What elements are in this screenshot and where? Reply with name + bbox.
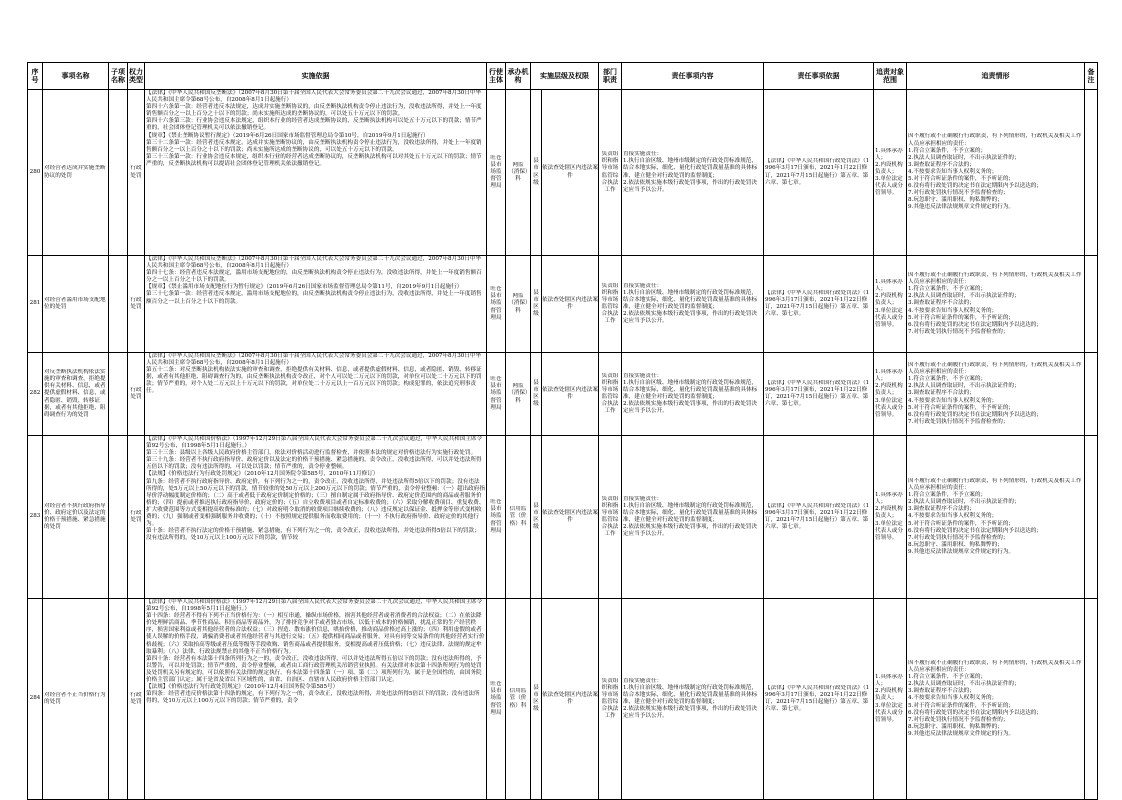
situation-paragraph: 9.其他违反法律法规规章文件规定的行为。 bbox=[908, 204, 1015, 211]
situation-paragraph: 因不履行或不正确履行行政职责，有下列情形的，行政机关及相关工作人员应承担相应的责任： bbox=[908, 272, 1082, 286]
situation-paragraph: 2.执法人员调查取证时，不出示执法证件的； bbox=[908, 383, 1020, 390]
remarks bbox=[1085, 256, 1098, 353]
situation-paragraph: 6.没有将行政处罚的决定书在法定期限内予以送达的； bbox=[908, 321, 1042, 328]
level-text: 县市区级 bbox=[533, 502, 539, 531]
power-type bbox=[128, 90, 145, 256]
power-type-text: 行政处罚 bbox=[130, 296, 142, 310]
content-paragraph: 直接实施责任： bbox=[623, 495, 663, 502]
basis-paragraph: 第四十七条：经营者违反本法规定，滥用市场支配地位的，由反垄断执法机构责令停止违法行为，没收违法所得，并处上一年度销售额百分之一以上百分之十以下的罚款。 bbox=[146, 270, 482, 284]
situation-paragraph: 6.没有将行政处罚的决定书在法定期限内予以送达的； bbox=[908, 527, 1042, 534]
table-row bbox=[28, 436, 1098, 599]
executing-subject bbox=[487, 353, 506, 436]
remarks bbox=[1085, 436, 1098, 599]
basis-paragraph: 第十四条：经营者不得有下列不正当价格行为：（一）相互串通，操纵市场价格，损害其他经营者或者消费者的合法权益；（二）在依法降价处理鲜活商品、季节性商品、积压商品等商品外，为了排挤竞争对手或者独占市场，以低于成本的价格倾销，扰乱正常的生产经营秩序，损害国家利益或者其他经营者的合法权益；（三）捏造、散布涨价信息，哄抬价格，推动商品价格过高上涨的；（四）利用虚假的或者使人误解的价格手段，诱骗消费者或者其他经营者与其进行交易；（五）提供相同商品或者服务，对具有同等交易条件的其他经营者实行价格歧视；（六）采取抬高等级或者压低等级等手段收购、销售商品或者提供服务，变相提高或者压低价格；（七）违反法律、法规的规定牟取暴利；（八）法律、行政法规禁止的其他不正当价格行为。 bbox=[146, 613, 485, 655]
column-header: 子项名称 bbox=[109, 63, 128, 90]
situation-paragraph: 8.玩忽职守、滥用职权、徇私舞弊的； bbox=[908, 541, 1003, 548]
handling-agency bbox=[506, 353, 531, 436]
column-header: 实施依据 bbox=[145, 63, 487, 90]
responsibility-basis bbox=[764, 256, 874, 353]
row-number-text: 281 bbox=[29, 300, 41, 307]
basis-paragraph: 第四十六条第三款：行业协会违反本法规定，组织本行业的经营者达成垄断协议的，反垄断执法机构可以处五十万元以下的罚款；情节严重的，社会团体登记管理机关可以依法撤销登记。 bbox=[146, 118, 482, 132]
power-type-text: 行政处罚 bbox=[130, 691, 142, 705]
handling-agency bbox=[506, 599, 531, 800]
target-paragraph: 2.内设机构负责人； bbox=[875, 293, 903, 307]
content-paragraph: 1.执行自治区级、地州市级制定的行政处罚标准规范，结合本地实际，细化、量化行政处罚裁量基准的具体标准，建立健全对行政处罚的监督制度； bbox=[623, 684, 758, 705]
column-header: 责任事项依据 bbox=[764, 63, 874, 90]
situation-paragraph: 7.对行政处罚执行情况不予监督检查的； bbox=[908, 328, 1009, 335]
situation-paragraph: 4.不按要求告知当事人权利义务的； bbox=[908, 695, 998, 702]
target-paragraph: 1.具体承办人； bbox=[875, 674, 903, 688]
target-paragraph: 2.内设机构负责人； bbox=[875, 688, 903, 702]
target-paragraph: 2.内设机构负责人； bbox=[875, 506, 903, 520]
power-type bbox=[128, 436, 145, 599]
situation-paragraph: 5.对于符合听证条件的案件，不予听证的； bbox=[908, 404, 1015, 411]
power-type bbox=[128, 256, 145, 353]
item-name-text: 对经营者不执行政府指导价、政府定价以及法定的价格干预措施、紧急措施的处罚 bbox=[44, 502, 106, 531]
responsibility-content bbox=[622, 436, 764, 599]
accountability-situation bbox=[907, 353, 1085, 436]
accountability-target bbox=[874, 256, 907, 353]
handling-agency-text: 信用监管（价格）科 bbox=[509, 688, 527, 709]
power-type-text: 行政处罚 bbox=[130, 509, 142, 523]
level-scope-text: 依法查处辖区内违法案件 bbox=[541, 90, 598, 255]
target-paragraph: 3.单位法定代表人或分管领导。 bbox=[875, 176, 903, 197]
power-type-text: 行政处罚 bbox=[130, 165, 142, 179]
content-paragraph: 直接实施责任： bbox=[623, 677, 663, 684]
situation-paragraph: 9.其他违反法律法规规章文件规定的行为。 bbox=[908, 730, 1015, 737]
executing-subject bbox=[487, 90, 506, 256]
accountability-situation bbox=[907, 256, 1085, 353]
accountability-situation bbox=[907, 90, 1085, 256]
row-number-text: 282 bbox=[29, 390, 41, 397]
level-text: 县市区级 bbox=[533, 379, 539, 408]
situation-paragraph: 1.符合立案条件，不予立案的； bbox=[908, 492, 987, 499]
handling-agency bbox=[506, 256, 531, 353]
situation-paragraph: 2.执法人员调查取证时，不出示执法证件的； bbox=[908, 154, 1020, 161]
department-duty-text: 负责组织和指导市场监管综合执法工作 bbox=[601, 151, 619, 193]
implementation-level bbox=[531, 353, 599, 436]
column-header: 事项名称 bbox=[43, 63, 109, 90]
basis-paragraph: 第四十条：经营者有本法第十四条所列行为之一的，责令改正，没收违法所得，可以并处违法所得五倍以下的罚款；没有违法所得的，予以警告，可以并处罚款；情节严重的，责令停业整顿，或者由工商行政管理机关吊销营业执照。有关法律对本法第十四条所列行为的处罚及处罚机关另有规定的，可以依照有关法律的规定执行。有本法第十四条第（一）项、第（二）项所列行为，属于是全国性的，由国务院价格主管部门认定；属于是省及省以下区域性的，由省、自治区、直辖市人民政府价格主管部门认定。 bbox=[146, 655, 482, 684]
department-duty-text: 负责组织和指导市场监管综合执法工作 bbox=[601, 372, 619, 415]
situation-paragraph: 7.对行政处罚执行情况不予监督检查的； bbox=[908, 418, 1009, 425]
situation-paragraph: 9.其他违反法律法规规章文件规定的行为。 bbox=[908, 548, 1015, 555]
responsibility-basis bbox=[764, 353, 874, 436]
situation-paragraph: 3.调查取证程序不合法的； bbox=[908, 300, 975, 307]
implementation-level bbox=[531, 436, 599, 599]
item-name-text: 对经营者达成并实施垄断协议的处罚 bbox=[44, 165, 106, 179]
basis-paragraph: 第三十三条：县级以上各级人民政府价格主管部门，依法对价格活动进行监督检查，并依照本法的规定对价格违法行为实施行政处罚。 bbox=[146, 450, 477, 457]
situation-paragraph: 5.对于符合听证条件的案件，不予听证的； bbox=[908, 176, 1015, 183]
target-paragraph: 2.内设机构负责人； bbox=[875, 161, 903, 175]
item-name bbox=[43, 599, 109, 800]
accountability-target bbox=[874, 436, 907, 599]
department-duty-text: 负责组织和指导市场监管综合执法工作 bbox=[601, 282, 619, 325]
target-paragraph: 3.单位法定代表人或分管领导。 bbox=[875, 397, 903, 418]
content-paragraph: 1.执行自治区级、地州市级制定的行政处罚标准规范，结合本地实际，细化、量化行政处罚裁量基准的具体标准，建立健全对行政处罚的监督制度； bbox=[623, 158, 758, 179]
basis-paragraph: 【规章】《禁止垄断协议暂行规定》（2019年6月26日国家市场监督管理总局令第10号，自2019年9月1日起施行） bbox=[146, 132, 429, 139]
basis-paragraph: 【法规】《价格违法行为行政处罚规定》（2010年12月4日国务院令第585号） bbox=[146, 684, 339, 691]
target-paragraph: 2.内设机构负责人； bbox=[875, 383, 903, 397]
basis-paragraph: 【法律】《中华人民共和国价格法》（1997年12月29日第八届全国人民代表大会常务委员会第二十九次会议通过，中华人民共和国主席令第92号公布，自1998年5月1日起施行。） bbox=[146, 599, 483, 613]
implementation-level bbox=[531, 256, 599, 353]
target-paragraph: 1.具体承办人； bbox=[875, 492, 903, 506]
responsibility-basis bbox=[764, 90, 874, 256]
handling-agency-text: 信用监管（价格）科 bbox=[509, 506, 527, 527]
executing-subject-text: 旺苍县市场监督管理局 bbox=[490, 154, 502, 190]
basis-paragraph: 【规章】《禁止滥用市场支配地位行为暂行规定》（2019年6月26日国家市场监督管理总局令第11号，自2019年9月1日起施行） bbox=[146, 284, 463, 291]
content-paragraph: 2.依法依规实施本级行政处罚事项，作出的行政处罚决定应当予以公开。 bbox=[623, 706, 757, 720]
sub-item-name bbox=[109, 436, 128, 599]
responsibility-basis-text: 【法律】《中华人民共和国行政处罚法》（1996年3月17日颁布，2021年1月22日修订，2021年7月15日起施行）第五章、第六章、第七章。 bbox=[765, 684, 870, 713]
target-paragraph: 3.单位法定代表人或分管领导。 bbox=[875, 307, 903, 328]
situation-paragraph: 1.符合立案条件，不予立案的； bbox=[908, 674, 987, 681]
row-number bbox=[28, 599, 43, 800]
table-row bbox=[28, 353, 1098, 436]
basis-paragraph: 第三十七条第一款：经营者违反本规定，滥用市场支配地位的，由反垄断执法机构责令停止违法行为，没收违法所得，并处上一年度销售额百分之一以上百分之十以下的罚款。 bbox=[146, 291, 482, 305]
basis-paragraph: 第三十三条第一款：行业协会违反本规定，组织本行业的经营者达成垄断协议的，反垄断执法机构可以对其处五十万元以下的罚款；情节严重的，反垄断执法机构可以提请社会团体登记管理机关依法撤销登记。 bbox=[146, 153, 482, 167]
responsibility-content bbox=[622, 90, 764, 256]
situation-paragraph: 4.不按要求告知当事人权利义务的； bbox=[908, 397, 998, 404]
situation-paragraph: 7.对行政处罚执行情况不予监督检查的； bbox=[908, 190, 1009, 197]
legal-basis bbox=[145, 436, 487, 599]
row-number-text: 280 bbox=[29, 168, 41, 175]
basis-paragraph: 【法规】《价格违法行为行政处罚规定》（2010年12月国务院令第585号，2010年11月修订） bbox=[146, 471, 379, 478]
responsibility-basis-text: 【法律】《中华人民共和国行政处罚法》（1996年3月17日颁布，2021年1月22日修订，2021年7月15日起施行）第五章、第六章、第七章。 bbox=[765, 158, 870, 186]
row-number-text: 283 bbox=[29, 513, 41, 520]
legal-basis bbox=[145, 256, 487, 353]
situation-paragraph: 2.执法人员调查取证时，不出示执法证件的； bbox=[908, 499, 1020, 506]
responsibility-table bbox=[27, 62, 1098, 800]
situation-paragraph: 3.调查取证程序不合法的； bbox=[908, 506, 975, 513]
target-paragraph: 3.单位法定代表人或分管领导。 bbox=[875, 702, 903, 723]
item-name bbox=[43, 90, 109, 256]
table-row bbox=[28, 256, 1098, 353]
situation-paragraph: 5.对于符合听证条件的案件，不予听证的； bbox=[908, 314, 1015, 321]
responsibility-basis-text: 【法律】《中华人民共和国行政处罚法》（1996年3月17日颁布，2021年1月22日修订，2021年7月15日起施行）第五章、第六章、第七章。 bbox=[765, 379, 870, 408]
situation-paragraph: 4.不按要求告知当事人权利义务的； bbox=[908, 307, 998, 314]
accountability-target bbox=[874, 90, 907, 256]
basis-paragraph: 【法律】《中华人民共和国反垄断法》（2007年8月30日第十届全国人民代表大会常务委员会第二十九次会议通过，2007年8月30日中华人民共和国主席令第68号公布，自2008年8月1日起施行） bbox=[146, 256, 482, 270]
item-name-text: 对经营者滥用市场支配地位的处罚 bbox=[44, 296, 106, 310]
basis-paragraph: 第三十二条第一款：经营者违反本规定，达成并实施垄断协议的，由反垄断执法机构责令停止违法行为，没收违法所得，并处上一年度销售额百分之一以上百分之十以下的罚款；尚未实施所达成的垄断协议的，可以处五十万元以下的罚款。 bbox=[146, 139, 482, 153]
target-paragraph: 1.具体承办人； bbox=[875, 147, 903, 161]
content-paragraph: 1.执行自治区级、地州市级制定的行政处罚标准规范，结合本地实际，细化、量化行政处罚裁量基准的具体标准，建立健全对行政处罚的监督制度； bbox=[623, 379, 758, 400]
row-number bbox=[28, 353, 43, 436]
handling-agency bbox=[506, 90, 531, 256]
content-paragraph: 直接实施责任： bbox=[623, 372, 663, 379]
handling-agency-text: 网监（消保）科 bbox=[508, 161, 528, 183]
situation-paragraph: 5.对于符合听证条件的案件，不予听证的； bbox=[908, 702, 1015, 709]
sub-item-name bbox=[109, 353, 128, 436]
content-paragraph: 1.执行自治区级、地州市级制定的行政处罚标准规范，结合本地实际，细化、量化行政处罚裁量基准的具体标准，建立健全对行政处罚的监督制度； bbox=[623, 502, 758, 523]
situation-paragraph: 6.没有将行政处罚的决定书在法定期限内予以送达的； bbox=[908, 183, 1042, 190]
content-paragraph: 2.依法依规实施本级行政处罚事项，作出的行政处罚决定应当予以公开。 bbox=[623, 311, 757, 325]
basis-paragraph: 【法律】《中华人民共和国价格法》（1997年12月29日第八届全国人民代表大会常务委员会第二十九次会议通过，中华人民共和国主席令第92号公布，自1998年5月1日起施行。） bbox=[146, 436, 483, 450]
situation-paragraph: 1.符合立案条件，不予立案的； bbox=[908, 286, 987, 293]
basis-paragraph: 第五十二条：对反垄断执法机构依法实施的审查和调查，拒绝提供有关材料、信息，或者提供虚假材料、信息，或者隐匿、销毁、转移证据，或者有其他拒绝、阻碍调查行为的，由反垄断执法机构责令改正，对个人可以处二万元以下的罚款，对单位可以处二十万元以下的罚款；情节严重的，对个人处二万元以上十万元以下的罚款，对单位处二十万元以上一百万元以下的罚款；构成犯罪的，依法追究刑事责任。 bbox=[146, 367, 482, 395]
responsibility-basis-text: 【法律】《中华人民共和国行政处罚法》（1996年3月17日颁布，2021年1月22日修订，2021年7月15日起施行）第五章、第六章、第七章。 bbox=[765, 502, 870, 531]
table-row bbox=[28, 599, 1098, 800]
executing-subject bbox=[487, 599, 506, 800]
situation-paragraph: 因不履行或不正确履行行政职责，有下列情形的，行政机关及相关工作人员应承担相应的责任： bbox=[908, 362, 1082, 376]
target-paragraph: 1.具体承办人； bbox=[875, 369, 903, 383]
sub-item-name bbox=[109, 256, 128, 353]
target-paragraph: 1.具体承办人； bbox=[875, 279, 903, 293]
target-paragraph: 3.单位法定代表人或分管领导。 bbox=[875, 520, 903, 541]
situation-paragraph: 7.对行政处罚执行情况不予监督检查的； bbox=[908, 534, 1009, 541]
sub-item-name bbox=[109, 90, 128, 256]
responsibility-basis bbox=[764, 436, 874, 599]
situation-paragraph: 2.执法人员调查取证时，不出示执法证件的； bbox=[908, 293, 1020, 300]
executing-subject-text: 旺苍县市场监督管理局 bbox=[490, 681, 502, 716]
executing-subject bbox=[487, 256, 506, 353]
basis-paragraph: 第四条：经营者违反价格法第十四条的规定，有下列行为之一的，责令改正，没收违法所得，并处违法所得5倍以下的罚款；没有违法所得的，处10万元以上100万元以下的罚款；情节严重的，责令 bbox=[146, 691, 480, 705]
situation-paragraph: 5.对于符合听证条件的案件，不予听证的； bbox=[908, 520, 1015, 527]
situation-paragraph: 1.符合立案条件，不予立案的； bbox=[908, 376, 987, 383]
responsibility-content bbox=[622, 353, 764, 436]
situation-paragraph: 因不履行或不正确履行行政职责，有下列情形的，行政机关及相关工作人员应承担相应的责任： bbox=[908, 133, 1082, 147]
content-paragraph: 直接实施责任： bbox=[623, 282, 663, 289]
basis-paragraph: 第九条：经营者不执行政府指导价、政府定价，有下列行为之一的，责令改正，没收违法所得，并处违法所得5倍以下的罚款；没有违法所得的，处5万元以上50万元以下的罚款，情节较重的处50万元以上200万元以下的罚款；情节严重的，责令停业整顿：（一）超出政府指导价浮动幅度制定价格的；（二）高于或者低于政府定价制定价格的；（三）擅自制定属于政府指导价、政府定价范围内的商品或者服务价格的；（四）提前或者推迟执行政府指导价、政府定价的；（五）自立收费项目或者自定标准收费的；（六）采取分解收费项目、重复收费、扩大收费范围等方式变相提高收费标准的；（七）对政府明令取消的收费项目继续收费的；（八）违反规定以保证金、抵押金等形式变相收费的；（九）强制或者变相强制服务并收费的；（十）不按照规定提供服务而收取费用的；（十一）不执行政府指导价、政府定价的其他行为。 bbox=[146, 478, 485, 528]
situation-paragraph: 2.执法人员调查取证时，不出示执法证件的； bbox=[908, 681, 1020, 688]
situation-paragraph: 6.没有将行政处罚的决定书在法定期限内予以送达的； bbox=[908, 709, 1042, 716]
handling-agency-text: 网监（消保）科 bbox=[508, 293, 528, 314]
executing-subject-text: 旺苍县市场监督管理局 bbox=[490, 499, 502, 534]
level-text: 县市区级 bbox=[533, 684, 539, 713]
column-header: 追责对象范围 bbox=[874, 63, 907, 90]
department-duty bbox=[599, 599, 622, 800]
situation-paragraph: 因不履行或不正确履行行政职责，有下列情形的，行政机关及相关工作人员应承担相应的责任： bbox=[908, 659, 1082, 674]
handling-agency bbox=[506, 436, 531, 599]
level-scope-text: 依法查处辖区内违法案件 bbox=[541, 436, 598, 598]
level-text: 县市区级 bbox=[533, 158, 539, 186]
level-text: 县市区级 bbox=[533, 289, 539, 318]
column-header: 序号 bbox=[28, 63, 43, 90]
situation-paragraph: 7.对行政处罚执行情况不予监督检查的； bbox=[908, 716, 1009, 723]
situation-paragraph: 因不履行或不正确履行行政职责，有下列情形的，行政机关及相关工作人员应承担相应的责任： bbox=[908, 477, 1082, 492]
item-name bbox=[43, 353, 109, 436]
item-name bbox=[43, 436, 109, 599]
situation-paragraph: 3.调查取证程序不合法的； bbox=[908, 688, 975, 695]
department-duty bbox=[599, 90, 622, 256]
level-scope-text: 依法查处辖区内违法案件 bbox=[541, 353, 598, 435]
level-scope-text: 依法查处辖区内违法案件 bbox=[541, 256, 598, 352]
column-header: 行使主体 bbox=[487, 63, 506, 90]
column-header: 实施层级及权限 bbox=[531, 63, 599, 90]
basis-paragraph: 第四十六条第一款：经营者违反本法规定，达成并实施垄断协议的，由反垄断执法机构责令停止违法行为，没收违法所得，并处上一年度销售额百分之一以上百分之十以下的罚款；尚未实施所达成的垄断协议的，可以处五十万元以下的罚款。 bbox=[146, 104, 482, 118]
executing-subject-text: 旺苍县市场监督管理局 bbox=[490, 376, 502, 411]
remarks bbox=[1085, 90, 1098, 256]
department-duty bbox=[599, 436, 622, 599]
accountability-target bbox=[874, 353, 907, 436]
legal-basis bbox=[145, 599, 487, 800]
item-name-text: 对反垄断执法机构依法实施的审查和调查，拒绝提供有关材料、信息，或者提供虚假材料、信息，或者隐匿、销毁、转移证据，或者有其他拒绝、阻碍调查行为的处罚 bbox=[44, 369, 106, 418]
remarks bbox=[1085, 353, 1098, 436]
item-name-text: 对经营者不正当价格行为的处罚 bbox=[44, 691, 106, 705]
implementation-level bbox=[531, 599, 599, 800]
table-body bbox=[28, 90, 1098, 800]
situation-paragraph: 4.不按要求告知当事人权利义务的； bbox=[908, 513, 998, 520]
power-type bbox=[128, 353, 145, 436]
row-number-text: 284 bbox=[29, 695, 41, 702]
column-header: 承办机构 bbox=[506, 63, 531, 90]
content-paragraph: 直接实施责任： bbox=[623, 151, 663, 158]
row-number bbox=[28, 90, 43, 256]
row-number bbox=[28, 436, 43, 599]
basis-paragraph: 【法律】《中华人民共和国反垄断法》（2007年8月30日第十届全国人民代表大会常务委员会第二十九次会议通过，2007年8月30日中华人民共和国主席令第68号公布，自2008年8月1日起施行） bbox=[146, 353, 482, 367]
responsibility-basis-text: 【法律】《中华人民共和国行政处罚法》（1996年3月17日颁布，2021年1月22日修订，2021年7月15日起施行）第五章、第六章、第七章。 bbox=[765, 289, 870, 318]
accountability-situation bbox=[907, 599, 1085, 800]
situation-paragraph: 3.调查取证程序不合法的； bbox=[908, 390, 975, 397]
executing-subject-text: 旺苍县市场监督管理局 bbox=[490, 286, 502, 321]
situation-paragraph: 6.没有将行政处罚的决定书在法定期限内予以送达的； bbox=[908, 411, 1042, 418]
content-paragraph: 1.执行自治区级、地州市级制定的行政处罚标准规范，结合本地实际，细化、量化行政处罚裁量基准的具体标准，建立健全对行政处罚的监督制度； bbox=[623, 289, 758, 310]
responsibility-content bbox=[622, 599, 764, 800]
remarks bbox=[1085, 599, 1098, 800]
column-header: 责任事项内容 bbox=[622, 63, 764, 90]
department-duty bbox=[599, 256, 622, 353]
legal-basis bbox=[145, 353, 487, 436]
level-scope-text: 依法查处辖区内违法案件 bbox=[541, 599, 598, 799]
department-duty-text: 负责组织和指导市场监管综合执法工作 bbox=[601, 677, 619, 720]
situation-paragraph: 3.调查取证程序不合法的； bbox=[908, 161, 975, 168]
header-row bbox=[28, 63, 1098, 90]
department-duty-text: 负责组织和指导市场监管综合执法工作 bbox=[601, 495, 619, 538]
handling-agency-text: 网监（消保）科 bbox=[508, 383, 528, 404]
situation-paragraph: 8.玩忽职守、滥用职权、徇私舞弊的； bbox=[908, 723, 1003, 730]
situation-paragraph: 8.玩忽职守、滥用职权、徇私舞弊的； bbox=[908, 197, 1003, 204]
item-name bbox=[43, 256, 109, 353]
column-header: 部门职责 bbox=[599, 63, 622, 90]
accountability-target bbox=[874, 599, 907, 800]
power-type-text: 行政处罚 bbox=[130, 386, 142, 400]
responsibility-content bbox=[622, 256, 764, 353]
situation-paragraph: 4.不按要求告知当事人权利义务的； bbox=[908, 168, 998, 175]
situation-paragraph: 1.符合立案条件，不予立案的； bbox=[908, 147, 987, 154]
content-paragraph: 2.依法依规实施本级行政处罚事项，作出的行政处罚决定应当予以公开。 bbox=[623, 179, 757, 193]
sub-item-name bbox=[109, 599, 128, 800]
responsibility-basis bbox=[764, 599, 874, 800]
implementation-level bbox=[531, 90, 599, 256]
row-number bbox=[28, 256, 43, 353]
column-header: 追责情形 bbox=[907, 63, 1085, 90]
executing-subject bbox=[487, 436, 506, 599]
table-row bbox=[28, 90, 1098, 256]
basis-paragraph: 第三十九条：经营者不执行政府指导价、政府定价以及法定的价格干预措施、紧急措施的，责令改正，没收违法所得，可以并处违法所得五倍以下的罚款；没有违法所得的，可以处以罚款；情节严重的，责令停业整顿。 bbox=[146, 457, 482, 471]
basis-paragraph: 【法律】《中华人民共和国反垄断法》（2007年8月30日第十届全国人民代表大会常务委员会第二十九次会议通过，2007年8月30日中华人民共和国主席令第68号公布，自2008年8月1日起施行） bbox=[146, 90, 482, 104]
accountability-situation bbox=[907, 436, 1085, 599]
department-duty bbox=[599, 353, 622, 436]
legal-basis bbox=[145, 90, 487, 256]
power-type bbox=[128, 599, 145, 800]
column-header: 备注 bbox=[1085, 63, 1098, 90]
content-paragraph: 2.依法依规实施本级行政处罚事项，作出的行政处罚决定应当予以公开。 bbox=[623, 401, 757, 415]
column-header: 权力类型 bbox=[128, 63, 145, 90]
basis-paragraph: 第十条：经营者不执行法定的价格干预措施、紧急措施，有下列行为之一的，责令改正，没收违法所得，并处违法所得5倍以下的罚款；没有违法所得的，处10万元以上100万元以下的罚款，情节较 bbox=[146, 528, 480, 542]
content-paragraph: 2.依法依规实施本级行政处罚事项，作出的行政处罚决定应当予以公开。 bbox=[623, 524, 757, 538]
